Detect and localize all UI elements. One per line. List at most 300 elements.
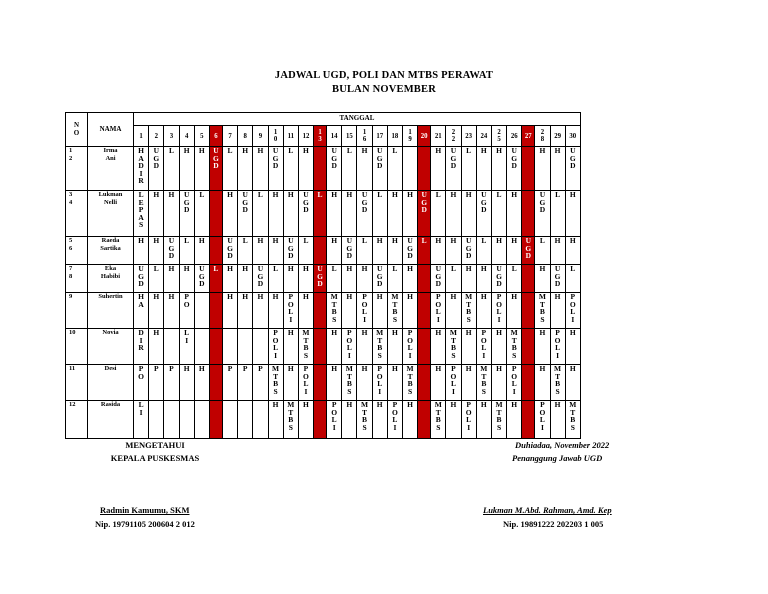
shift-cell-text: H [272,190,279,199]
shift-cell [372,329,387,365]
staff-name-text: Suhertin [98,293,123,300]
staff-name-text: Raeda [101,237,120,244]
shift-cell [403,293,418,329]
shift-cell-text: H [435,364,442,373]
shift-cell [372,147,387,191]
shift-cell-text: H [539,146,546,155]
row-number [66,147,88,191]
shift-cell-text: H [511,400,518,409]
table-row [66,191,581,237]
shift-cell [403,265,418,293]
shift-cell [238,365,253,401]
day-header-text: 20 [420,132,428,140]
shift-cell [418,365,431,401]
shift-cell [491,265,506,293]
shift-cell [403,329,418,365]
shift-cell-text: H [391,190,398,199]
shift-cell [298,365,313,401]
shift-cell-text: U G D [480,190,487,215]
day-header [283,126,298,147]
shift-cell [194,265,209,293]
shift-cell-text: H [511,292,518,301]
shift-cell-text: H [539,328,546,337]
shift-cell-text: H [346,264,353,273]
shift-cell-text: P O L I [450,364,457,396]
shift-cell-text: U G D [376,146,383,171]
shift-cell-text: M T B S [449,328,458,360]
day-header-text: 17 [376,132,384,140]
row-number-text: 1 [69,147,73,154]
shift-cell [253,265,268,293]
col-name-header-text: NAMA [99,124,122,133]
shift-cell-text: H [287,364,294,373]
shift-cell-text: H [391,328,398,337]
shift-cell [194,237,209,265]
day-header [253,126,268,147]
shift-cell-text: H [257,146,264,155]
day-header [164,126,179,147]
shift-cell [372,265,387,293]
day-header-text: 15 [345,132,353,140]
shift-cell-text: H [496,236,502,245]
shift-cell [164,401,179,439]
day-header-text: 24 [480,132,488,140]
shift-cell-text: M T B S [391,292,399,324]
shift-cell-text: H [465,364,472,373]
shift-cell [134,401,149,439]
shift-cell-text: U G D [407,236,414,261]
shift-cell [194,365,209,401]
shift-cell [314,329,327,365]
responsible-nip: Nip. 19891222 202203 1 005 [503,519,604,529]
shift-cell [446,329,461,365]
shift-cell-text: H [376,400,383,409]
shift-cell [209,191,222,237]
shift-cell-text: M T B S [538,292,546,324]
shift-cell [253,191,268,237]
shift-cell [565,265,580,293]
shift-cell [387,191,402,237]
shift-cell [522,329,535,365]
shift-cell-text: H [346,400,353,409]
date-place: Duhiadaa, November 2022 [515,440,610,450]
shift-cell-text: H [569,328,576,337]
day-header-text: 1 9 [408,129,412,143]
table-row [66,329,581,365]
row-number-text: 6 [69,245,73,252]
shift-cell [314,265,327,293]
shift-cell-text: P [153,364,159,373]
shift-cell [535,191,550,237]
shift-cell [491,237,506,265]
row-number-text: 10 [69,329,76,336]
shift-cell [461,401,476,439]
shift-cell-text: M T B S [406,364,414,396]
shift-cell [357,147,372,191]
shift-cell [387,329,402,365]
shift-cell-text: H [257,292,264,301]
shift-cell [238,401,253,439]
shift-cell [149,237,164,265]
shift-cell-text: P O L I [480,328,487,360]
shift-cell [387,147,402,191]
staff-name [88,191,134,237]
shift-cell-text: H [287,328,294,337]
shift-cell [535,401,550,439]
shift-cell [164,191,179,237]
document-title: JADWAL UGD, POLI DAN MTBS PERAWAT [274,70,494,81]
shift-cell-text: U G D [554,264,561,289]
shift-cell [179,147,194,191]
shift-cell [522,265,535,293]
shift-cell-text: U G D [183,190,190,215]
shift-cell-text: M T B S [554,364,562,396]
day-header [418,126,431,147]
shift-cell-text: H [183,146,190,155]
shift-cell [403,401,418,439]
row-number-text: 4 [69,199,73,206]
shift-cell [134,237,149,265]
shift-cell-text: H [539,364,546,373]
staff-name [88,237,134,265]
shift-cell [342,147,357,191]
day-header [403,126,418,147]
day-header [194,126,209,147]
shift-cell [238,265,253,293]
row-number [66,401,88,439]
shift-cell [431,401,446,439]
shift-cell [222,147,237,191]
day-header-text: 9 [258,132,263,140]
shift-cell [418,329,431,365]
shift-cell [327,401,342,439]
day-header-text: 21 [434,132,442,140]
day-header-text: 5 [200,132,204,140]
shift-cell [418,401,431,439]
shift-cell-text: P O L I [539,400,546,432]
shift-cell [461,147,476,191]
shift-cell [179,329,194,365]
shift-cell [491,191,506,237]
shift-cell [491,329,506,365]
shift-cell-text: U G D [525,236,532,261]
shift-cell [194,147,209,191]
day-header [491,126,506,147]
shift-cell [535,365,550,401]
shift-cell [491,401,506,439]
shift-cell [283,401,298,439]
shift-cell-text: H [361,328,368,337]
day-header [179,126,194,147]
shift-cell [327,191,342,237]
shift-cell [357,365,372,401]
shift-cell-text: P O L I [346,328,353,360]
shift-cell [522,191,535,237]
row-number-text: 3 [69,191,73,198]
shift-cell-text: P [227,364,233,373]
shift-cell [209,265,222,293]
day-header [209,126,222,147]
shift-cell-text: U G D [257,264,264,289]
shift-cell-text: H [554,146,561,155]
shift-cell [134,329,149,365]
shift-cell-text: U G D [376,264,383,289]
row-number-text: 5 [69,237,73,244]
shift-cell [522,147,535,191]
day-header [134,126,149,147]
shift-cell [387,237,402,265]
shift-cell-text: L [273,264,279,273]
day-header-text: 26 [510,132,518,140]
shift-cell [194,293,209,329]
shift-cell [238,191,253,237]
shift-cell [522,293,535,329]
shift-cell-text: M T B S [376,328,384,360]
shift-cell-text: M T B S [330,292,338,324]
shift-cell [446,147,461,191]
shift-cell [535,265,550,293]
shift-cell-text: M T B S [287,400,295,432]
shift-cell [522,401,535,439]
shift-cell-text: H [435,146,442,155]
shift-cell [298,147,313,191]
shift-cell-text: H [272,236,279,245]
shift-cell-text: H [153,236,160,245]
shift-cell [357,329,372,365]
day-header [446,126,461,147]
shift-cell [535,237,550,265]
shift-cell-text: H [257,236,264,245]
shift-cell-text: P O L I [554,328,561,360]
shift-cell [372,237,387,265]
shift-cell [507,293,522,329]
shift-cell-text: L [481,236,487,245]
shift-cell-text: H [511,236,518,245]
row-number [66,365,88,401]
shift-cell [238,147,253,191]
shift-cell [418,265,431,293]
shift-cell-text: M T B S [569,400,577,432]
row-number-text: 11 [69,365,76,372]
shift-cell-text: L [511,264,517,273]
shift-cell [550,293,565,329]
shift-cell-text: U G D [511,146,518,171]
shift-cell-text: P [169,364,174,373]
shift-cell-text: H [331,328,338,337]
shift-cell-text: H [480,400,487,409]
shift-cell-text: H [272,400,279,409]
day-header-text: 4 [184,132,189,140]
staff-name [88,293,134,329]
shift-cell-text: M T B S [302,328,310,360]
shift-cell [550,237,565,265]
staff-name-text: Eka [104,265,117,272]
shift-cell [507,329,522,365]
shift-cell-text: H [465,264,472,273]
shift-cell-text: U G D [317,264,323,289]
day-header [314,126,327,147]
shift-cell-text: L [435,190,441,199]
day-header [268,126,283,147]
shift-cell [476,293,491,329]
day-header [149,126,164,147]
shift-cell [194,329,209,365]
shift-cell-text: H [168,190,175,199]
day-header-text: 1 [139,132,143,140]
shift-cell-text: U G D [272,146,279,171]
shift-cell-text: L [227,146,233,155]
row-number-text: 7 [69,265,73,272]
staff-name-text: Ani [105,155,116,162]
shift-cell-text: H [407,292,414,301]
row-number [66,329,88,365]
shift-cell-text: H [480,146,487,155]
shift-cell [446,191,461,237]
shift-cell-text: H [287,264,294,273]
shift-cell-text: L E P A S [138,190,144,230]
shift-cell-text: U G D [496,264,502,289]
shift-cell [179,191,194,237]
shift-cell-text: H [407,400,414,409]
shift-cell-text: L [346,146,352,155]
row-number-text: 12 [69,401,76,408]
shift-cell [461,237,476,265]
shift-cell [164,237,179,265]
shift-cell [209,329,222,365]
shift-cell [535,293,550,329]
shift-cell [387,293,402,329]
day-header-text: 2 [154,132,158,140]
shift-cell-text: D I R [138,328,144,353]
shift-cell [507,191,522,237]
shift-cell-text: L [213,264,219,273]
shift-cell-text: H [435,236,442,245]
shift-cell-text: U G D [168,236,175,261]
shift-cell-text: H [303,292,309,301]
shift-cell-text: H [198,236,205,245]
day-header [342,126,357,147]
shift-cell [268,191,283,237]
shift-cell-text: H [450,236,457,245]
shift-cell [342,365,357,401]
shift-cell [387,365,402,401]
shift-cell [550,147,565,191]
shift-cell-text: U G D [465,236,472,261]
shift-cell [461,365,476,401]
shift-cell [550,401,565,439]
col-tanggal-header-text: TANGGAL [339,114,375,123]
shift-cell [550,365,565,401]
shift-cell [222,293,237,329]
shift-cell [238,293,253,329]
shift-cell [565,365,580,401]
shift-cell [461,293,476,329]
staff-name-text: Sartika [100,245,121,252]
shift-cell [298,401,313,439]
row-number-text: 8 [69,273,73,280]
col-no-header [66,113,88,147]
shift-cell-text: H [242,292,249,301]
shift-cell [357,401,372,439]
shift-cell-text: L [362,236,368,245]
day-header [372,126,387,147]
shift-cell-text: H [407,190,414,199]
shift-cell [327,265,342,293]
document-subtitle: BULAN NOVEMBER [331,84,437,95]
shift-cell [476,237,491,265]
shift-cell-text: H A D I R [138,146,145,186]
day-header [298,126,313,147]
shift-cell [179,237,194,265]
staff-name-text: Irma [103,147,118,154]
staff-name-text: Lukman [98,191,123,198]
shift-cell [253,147,268,191]
shift-cell [134,265,149,293]
shift-cell-text: H [511,190,518,199]
shift-cell-text: H [407,264,414,273]
shift-cell-text: P [242,364,248,373]
shift-cell [507,147,522,191]
shift-cell-text: L [184,236,190,245]
shift-cell-text: L [392,264,398,273]
shift-cell-text: M T B S [480,364,488,396]
head-nip: Nip. 19791105 200604 2 012 [95,519,195,529]
shift-cell [403,237,418,265]
shift-cell [431,237,446,265]
staff-name [88,365,134,401]
shift-cell [507,265,522,293]
shift-cell [209,293,222,329]
day-header [550,126,565,147]
shift-cell-text: H [287,190,294,199]
shift-cell [342,265,357,293]
shift-cell [446,293,461,329]
shift-cell [298,191,313,237]
shift-cell [268,293,283,329]
shift-cell [268,365,283,401]
shift-cell-text: H [242,264,249,273]
shift-cell [134,147,149,191]
shift-cell [476,401,491,439]
table-row [66,293,581,329]
shift-cell [357,265,372,293]
shift-cell [253,329,268,365]
shift-cell-text: H [496,146,502,155]
responsible-title: Penanggung Jawab UGD [512,453,603,463]
shift-cell-text: M T B S [465,292,473,324]
shift-cell [268,147,283,191]
shift-cell [314,401,327,439]
shift-cell-text: H [183,264,190,273]
shift-cell [372,365,387,401]
shift-cell-text: H [376,236,383,245]
shift-cell [209,401,222,439]
shift-cell-text: H [153,190,160,199]
day-header-text: 6 [214,132,218,140]
shift-cell-text: U G D [450,146,457,171]
shift-cell-text: M T B S [272,364,280,396]
shift-cell-text: H [272,292,279,301]
shift-cell [431,329,446,365]
shift-cell-text: H [569,236,576,245]
shift-cell-text: P O L I [331,400,338,432]
shift-cell [222,401,237,439]
day-header-text: 8 [243,132,247,140]
shift-cell-text: L [466,146,472,155]
shift-cell [179,365,194,401]
shift-cell [298,265,313,293]
shift-cell [446,365,461,401]
